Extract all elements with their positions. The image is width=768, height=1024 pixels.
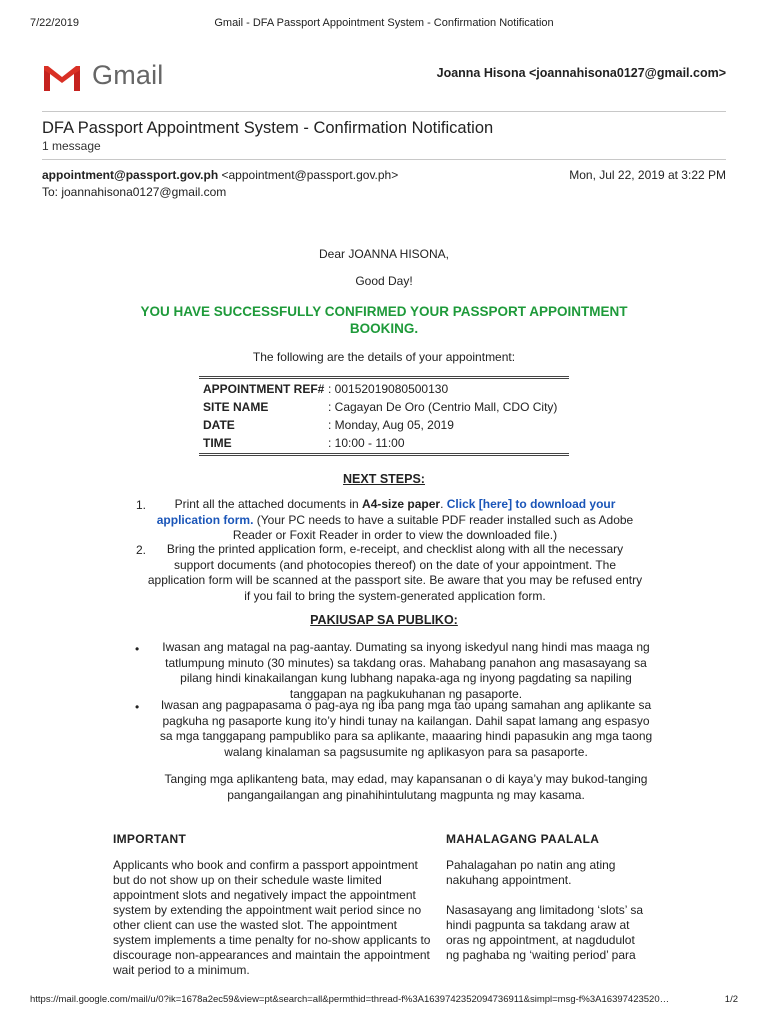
detail-label: APPOINTMENT REF# (203, 382, 325, 396)
important-line: system by extending the appointment wait period since no (113, 903, 422, 917)
step-1-note-2: Reader or Foxit Reader in order to view the downloaded file.) (232, 528, 558, 542)
bullet-1-line: Iwasan ang matagal na pag-aantay. Dumating sa inyong iskedyul nang hindi mas maaga ng (162, 640, 650, 654)
paalala-text (446, 858, 666, 963)
subject-divider (42, 159, 726, 160)
bullet-item-1 (140, 640, 672, 702)
confirmation-line-1: YOU HAVE SUCCESSFULLY CONFIRMED YOUR PASSPORT APPOINTMENT (140, 304, 628, 319)
detail-label: TIME (203, 436, 232, 450)
important-line: but do not show up on their schedule waste limited (113, 873, 382, 887)
detail-value: : Monday, Aug 05, 2019 (328, 418, 454, 432)
details-intro: The following are the details of your appointment: (252, 350, 516, 364)
detail-row-date (199, 416, 569, 434)
paalala-heading: MAHALAGANG PAALALA (446, 832, 600, 846)
bullet-dot: • (135, 642, 140, 656)
bullet-1-line: tatlumpung minuto (30 minutes) sa takdang oras. Mahabang panahon ang masasayang sa (165, 655, 647, 670)
page-number: 1/2 (724, 994, 738, 1005)
greeting: Dear JOANNA HISONA, (318, 247, 450, 261)
important-text (113, 858, 443, 978)
email-subject: DFA Passport Appointment System - Confirmation Notification (42, 119, 494, 137)
next-steps-heading: NEXT STEPS: (343, 472, 425, 486)
recipient: To: joannahisona0127@gmail.com (42, 185, 227, 199)
step-1 (150, 497, 640, 544)
sender-address: <appointment@passport.gov.ph> (221, 168, 399, 182)
paalala-line: nakuhang appointment. (446, 873, 572, 887)
step-1-note: (Your PC needs to have a suitable PDF reader installed such as Adobe (253, 512, 634, 527)
detail-row-time (199, 434, 569, 452)
header-divider (42, 111, 726, 112)
print-url: https://mail.google.com/mail/u/0?ik=1678a2ec59&view=pt&search=all&permthid=thread-f%3A1639742352094736911&simpl=msg-f%3A16397423520… (30, 994, 670, 1005)
paalala-line: Nasasayang ang limitadong ‘slots’ sa (446, 903, 643, 917)
detail-value: : Cagayan De Oro (Centrio Mall, CDO City) (328, 400, 558, 414)
step-2-line: support documents (and photocopies thereof) on the date of your appointment. The (173, 557, 617, 572)
bullet-1-line: tanggapan na pagkukuhanan ng pasaporte. (289, 686, 523, 701)
detail-row-site (199, 398, 569, 416)
appointment-details-table (199, 376, 569, 456)
confirmation-heading (0, 303, 768, 337)
message-count: 1 message (42, 139, 101, 153)
confirmation-line-2: BOOKING. (349, 321, 419, 336)
sender-name: appointment@passport.gov.ph (42, 168, 219, 182)
good-day: Good Day! (355, 274, 413, 288)
step-1-bold: A4-size paper (362, 497, 441, 511)
detail-row-ref (199, 380, 569, 398)
bullet-1-line: pilang hindi kinakailangan kung lubhang napaka-aga ng inyong pagdating sa napiling (180, 671, 632, 685)
step-2 (140, 542, 650, 604)
step-1-number: 1. (136, 498, 147, 512)
tanging-line: Tanging mga aplikanteng bata, may edad, may kapansanan o di kaya’y may bukod-tanging (164, 772, 648, 786)
gmail-logo[interactable] (42, 58, 170, 94)
important-line: Applicants who book and confirm a passport appointment (113, 858, 418, 872)
gmail-m-icon (42, 62, 82, 92)
important-heading: IMPORTANT (113, 832, 187, 846)
important-line: other client can use the wasted slot. The appointment (113, 918, 397, 932)
detail-label: DATE (203, 418, 235, 432)
important-line: system implements a time penalty for no-show applicants to (113, 933, 431, 947)
paalala-line: oras ng appointment, at nagdudulot (446, 933, 635, 947)
download-form-link[interactable]: Click [here] to download your (446, 497, 616, 511)
bullet-2-line: sa mga tanggapang pampubliko para sa aplikante, maaaring hindi papasukin ang mga taong (159, 729, 653, 743)
gmail-wordmark: Gmail (92, 60, 164, 90)
detail-value: : 10:00 - 11:00 (328, 436, 405, 450)
bullet-dot: • (135, 700, 140, 714)
sender[interactable] (42, 168, 398, 182)
email-datetime: Mon, Jul 22, 2019 at 3:22 PM (569, 168, 726, 182)
bullet-item-2 (140, 698, 672, 760)
important-line: appointment slots and negatively impact the appointment (113, 888, 416, 902)
step-2-line: Bring the printed application form, e-receipt, and checklist along with all the necessary (166, 542, 624, 556)
print-date: 7/22/2019 (30, 17, 79, 29)
tanging-line: pangangailangan ang pinahihintulutang magpunta ng may kasama. (227, 787, 585, 802)
paalala-line: ng paghaba ng ‘waiting period’ para (446, 948, 636, 962)
important-line: discourage non-appearances and maintain the appointment (113, 948, 430, 962)
step-1-punct: . (440, 497, 447, 511)
paalala-line: hindi pagpunta sa takdang araw at (446, 918, 630, 932)
application-form-link[interactable]: application form. (156, 512, 254, 527)
important-line: wait period to a minimum. (113, 963, 250, 977)
bullet-2-line: walang kinalaman sa pagsusumite ng aplikasyon para sa pasaporte. (224, 744, 588, 759)
step-2-number: 2. (136, 543, 147, 557)
pakiusap-heading: PAKIUSAP SA PUBLIKO: (310, 613, 458, 627)
bullet-2-line: Iwasan ang pagpapasama o pag-aya ng iba pang mga tao upang samahan ang aplikante sa (160, 698, 652, 712)
detail-label: SITE NAME (203, 400, 269, 414)
paalala-line: Pahalagahan po natin ang ating (446, 858, 616, 872)
step-1-text: Print all the attached documents in (174, 497, 363, 511)
account-label: Joanna Hisona <joannahisona0127@gmail.com> (436, 66, 726, 80)
step-2-line: application form will be scanned at the passport site. Be aware that you may be refused entry (147, 573, 643, 587)
step-2-line: if you fail to bring the system-generated application form. (244, 588, 546, 603)
bullet-2-line: pagkuha ng pasaporte kung ito’y hindi tunay na kailangan. Dahil sapat lamang ang espasyo (162, 713, 650, 728)
detail-value: : 00152019080500130 (328, 382, 449, 396)
tanging-note (140, 772, 672, 803)
print-title: Gmail - DFA Passport Appointment System - Confirmation Notification (214, 17, 554, 29)
